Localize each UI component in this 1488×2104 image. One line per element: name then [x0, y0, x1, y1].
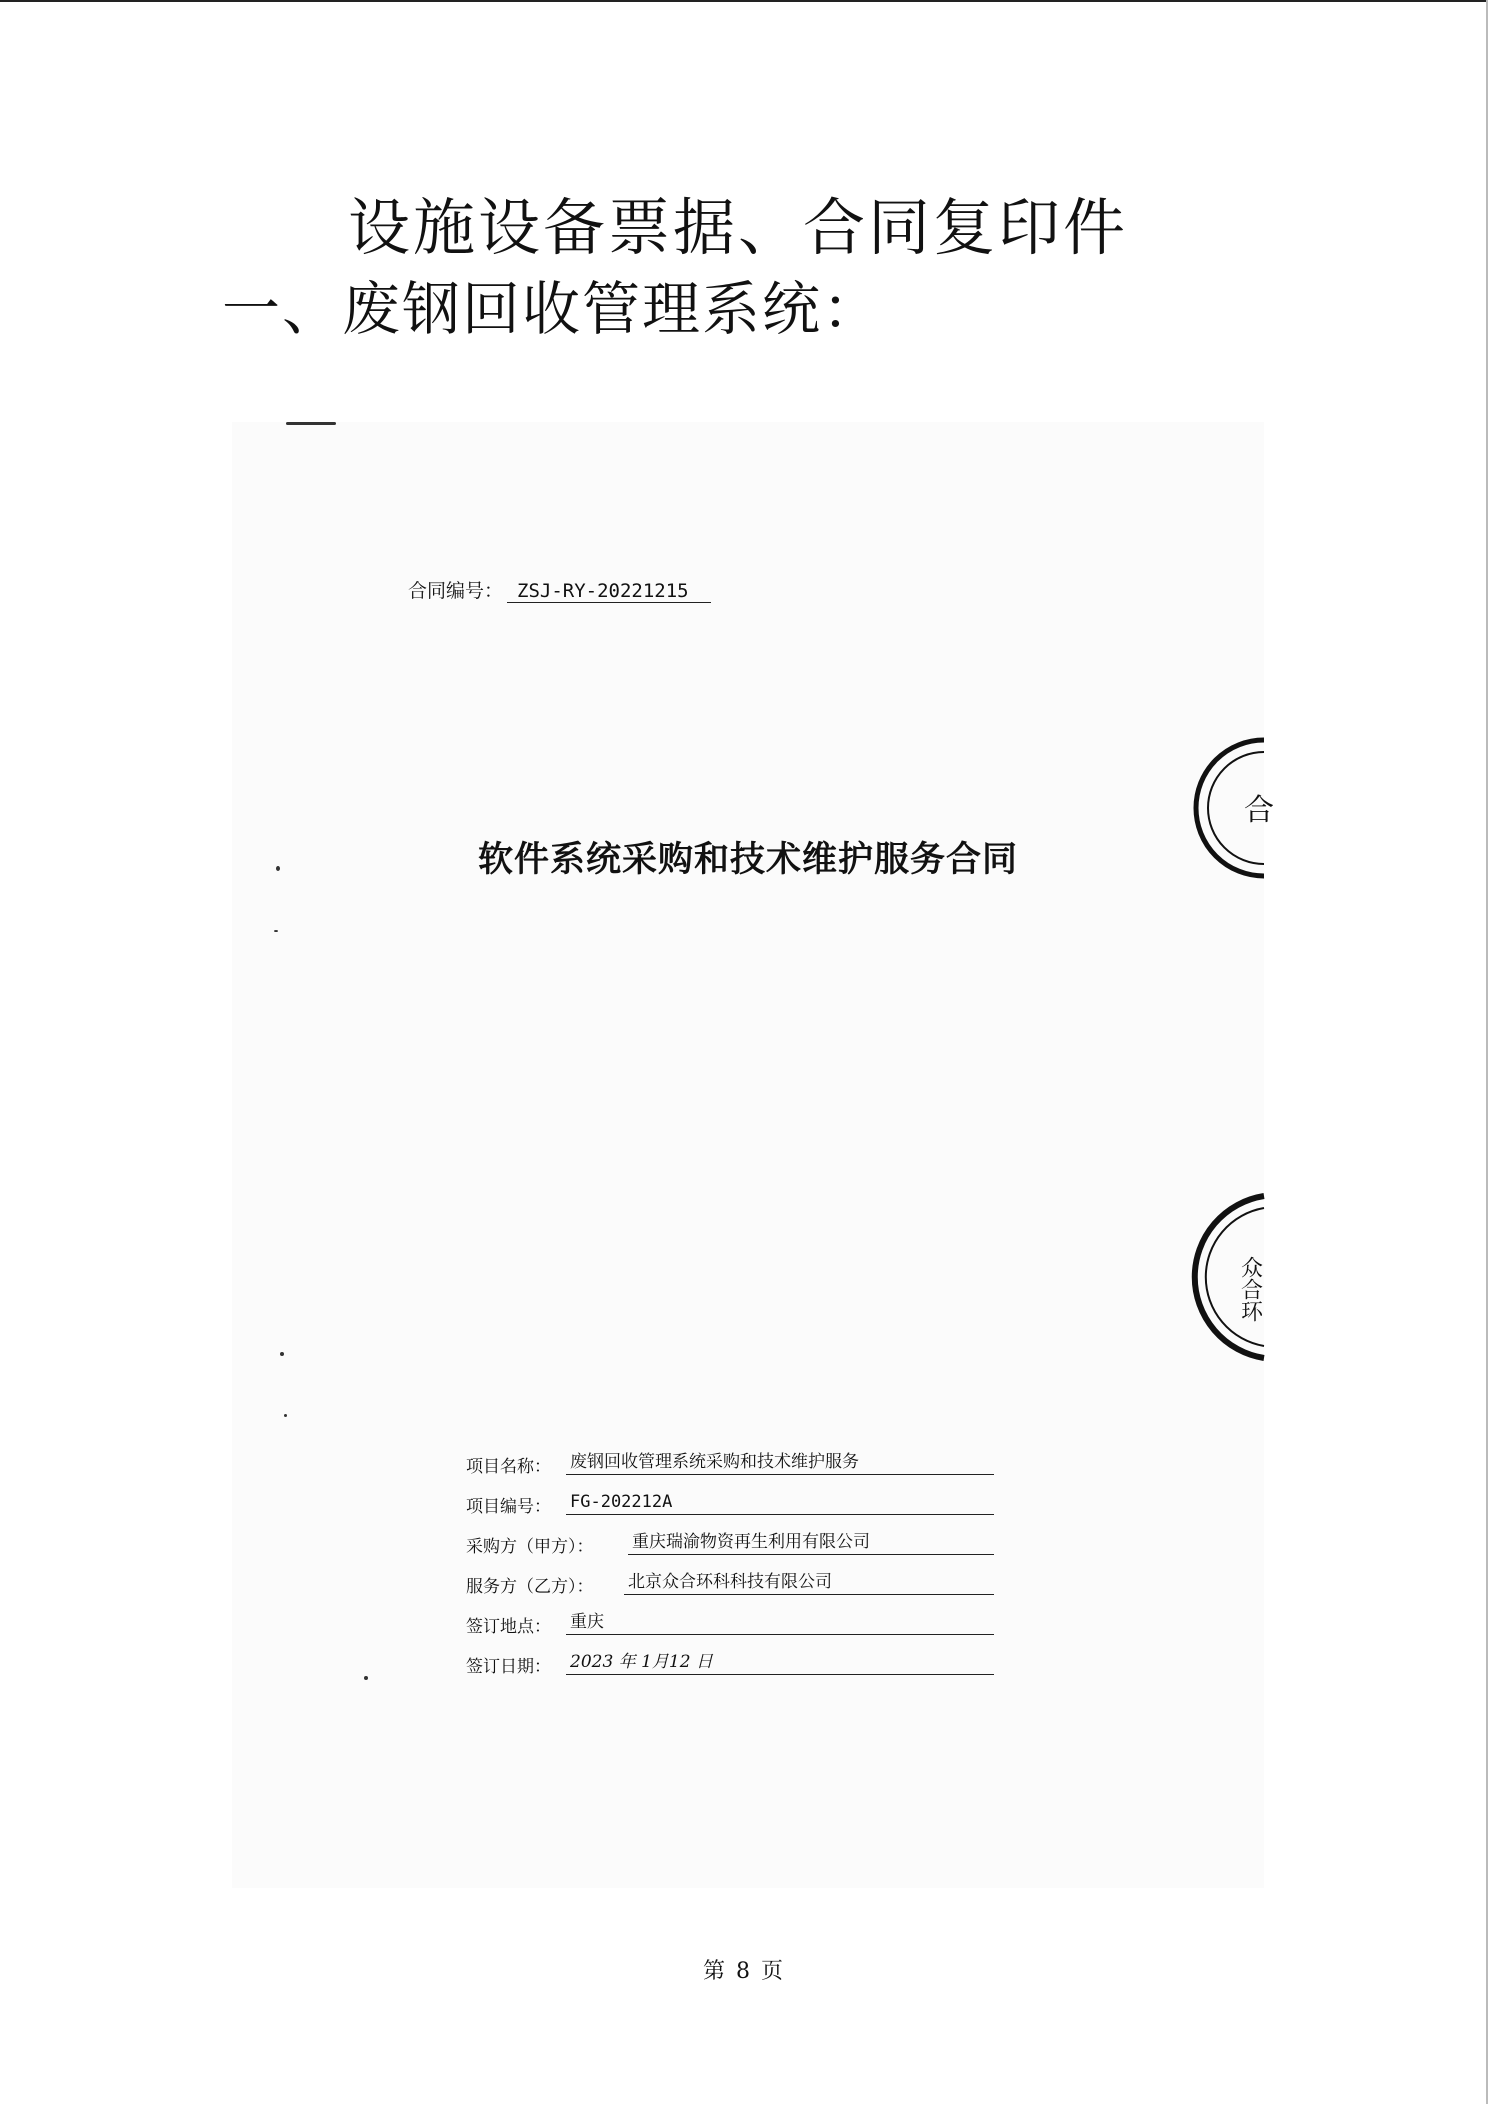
field-buyer-value: 重庆瑞渝物资再生利用有限公司 — [628, 1530, 994, 1555]
contract-title: 软件系统采购和技术维护服务合同 — [478, 840, 1019, 880]
field-signing-place-label: 签订地点： — [466, 1617, 551, 1637]
contract-number — [408, 576, 711, 603]
scanned-contract-image — [232, 422, 1274, 1888]
field-service-provider — [466, 1572, 1006, 1597]
seal-2-text: 众合环 — [1237, 1256, 1263, 1322]
page-top-border — [0, 0, 1488, 2]
field-project-name-label: 项目名称： — [466, 1457, 551, 1477]
field-project-number-value: FG-202212A — [566, 1490, 994, 1515]
page-number: 第 8 页 — [703, 1959, 785, 1984]
field-signing-place — [466, 1612, 1006, 1637]
company-seal-1 — [1224, 738, 1274, 878]
contract-number-value: ZSJ-RY-20221215 — [507, 580, 711, 603]
field-signing-place-value: 重庆 — [566, 1610, 994, 1635]
field-buyer-label: 采购方（甲方）： — [466, 1537, 594, 1557]
field-service-provider-label: 服务方（乙方）： — [466, 1577, 594, 1597]
contract-number-label: 合同编号： — [408, 580, 504, 602]
field-project-number-label: 项目编号： — [466, 1497, 551, 1517]
scan-speck — [280, 1352, 284, 1356]
document-title: 设施设备票据、合同复印件 — [348, 191, 1129, 264]
field-buyer — [466, 1532, 1006, 1557]
field-project-number — [466, 1492, 1006, 1517]
scan-speck — [276, 866, 280, 871]
seal-1-text: 合 — [1244, 793, 1274, 828]
scan-speck — [364, 1676, 368, 1680]
field-service-provider-value: 北京众合环科科技有限公司 — [624, 1570, 994, 1595]
company-seal-2 — [1220, 1194, 1264, 1360]
section-heading: 一、废钢回收管理系统： — [222, 275, 883, 343]
field-project-name — [466, 1452, 1006, 1477]
field-signing-date-label: 签订日期： — [466, 1657, 551, 1677]
field-signing-date-value: 2023 年 1月12 日 — [566, 1650, 994, 1675]
scan-speck — [284, 1414, 287, 1417]
scan-speck — [286, 422, 336, 425]
field-project-name-value: 废钢回收管理系统采购和技术维护服务 — [566, 1450, 994, 1475]
field-signing-date — [466, 1652, 1006, 1677]
scan-speck — [274, 930, 278, 932]
